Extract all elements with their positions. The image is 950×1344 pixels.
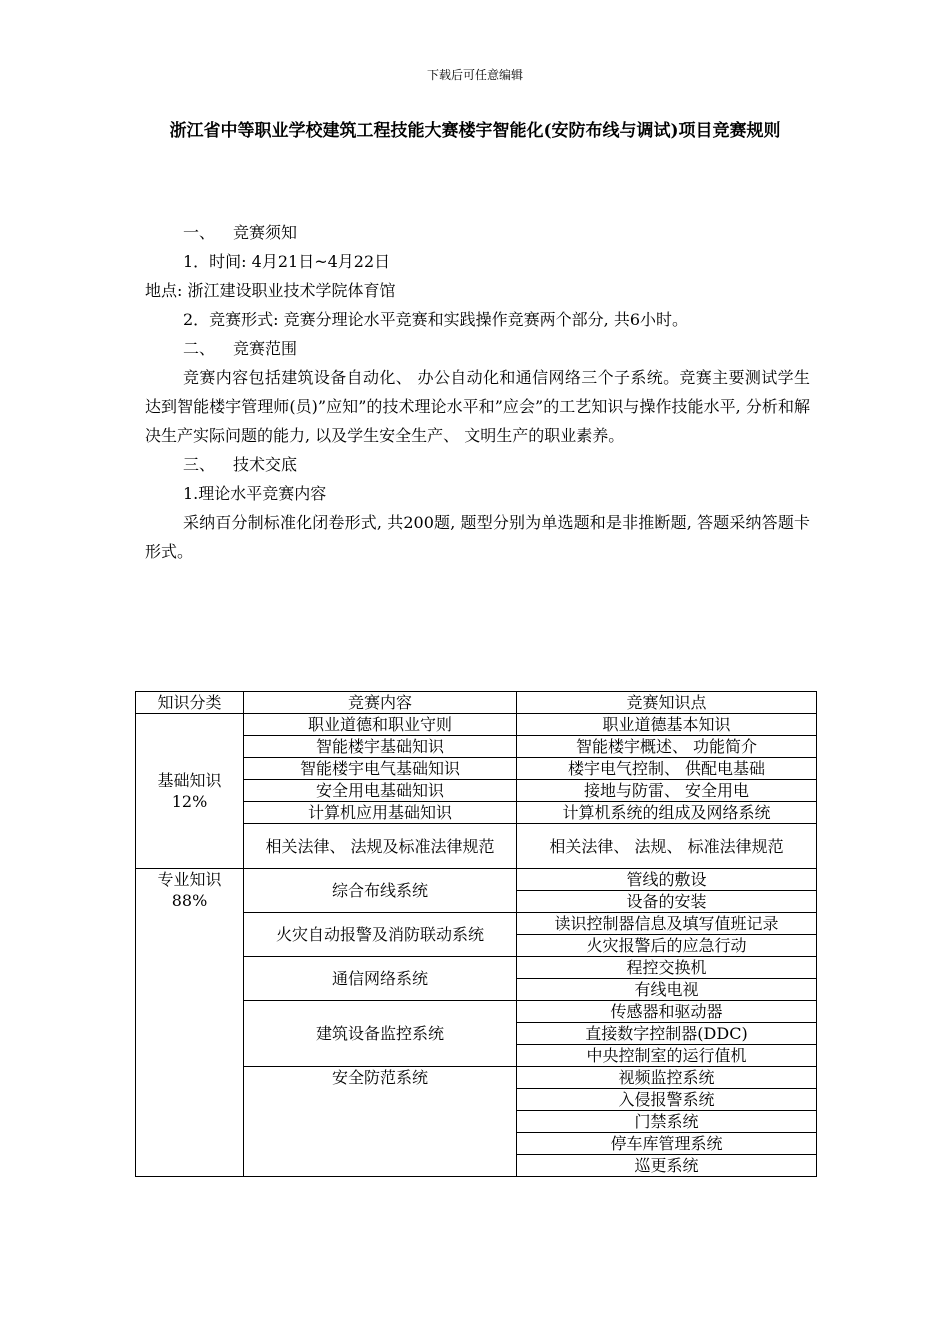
section-1-title: 竞赛须知 (233, 223, 298, 242)
point-cell: 程控交换机 (517, 957, 817, 979)
section-3-paragraph: 采纳百分制标准化闭卷形式, 共200题, 题型分别为单选题和是非推断题, 答题采纳答题卡形式。 (145, 513, 810, 561)
category-pro-label: 专业知识 (157, 870, 222, 889)
section-2-title: 竞赛范围 (233, 339, 298, 358)
content-cell: 通信网络系统 (244, 957, 517, 1001)
content-cell: 火灾自动报警及消防联动系统 (244, 913, 517, 957)
point-cell: 直接数字控制器(DDC) (517, 1023, 817, 1045)
point-cell: 停车库管理系统 (517, 1133, 817, 1155)
category-basic (136, 714, 244, 869)
content-cell: 计算机应用基础知识 (244, 802, 517, 824)
point-cell: 火灾报警后的应急行动 (517, 935, 817, 957)
section-2-heading (145, 334, 810, 363)
section-2-paragraph: 竞赛内容包括建筑设备自动化、 办公自动化和通信网络三个子系统。竞赛主要测试学生达到智能楼宇管理师(员)”应知”的技术理论水平和”应会”的工艺知识与操作技能水平, 分析和解决生产实际问题的能力, 以及学生安全生产、 文明生产的职业素养。 (145, 368, 810, 445)
point-cell: 计算机系统的组成及网络系统 (517, 802, 817, 824)
content-cell: 智能楼宇基础知识 (244, 736, 517, 758)
content-cell: 相关法律、 法规及标准法律规范 (244, 824, 517, 869)
content-cell: 综合布线系统 (244, 869, 517, 913)
point-cell: 有线电视 (517, 979, 817, 1001)
point-cell: 巡更系统 (517, 1155, 817, 1177)
category-basic-percent: 12% (171, 792, 208, 811)
point-cell: 入侵报警系统 (517, 1089, 817, 1111)
content-cell: 建筑设备监控系统 (244, 1001, 517, 1067)
category-basic-label: 基础知识 (157, 771, 222, 790)
time-line: 1．时间: 4月21日~4月22日 (183, 252, 391, 271)
section-3-number: 三、 (183, 455, 216, 474)
category-pro (136, 869, 244, 1177)
table-header-row (136, 692, 817, 714)
document-title: 浙江省中等职业学校建筑工程技能大赛楼宇智能化(安防布线与调试)项目竞赛规则 (169, 121, 781, 141)
content-cell: 安全防范系统 (244, 1067, 517, 1177)
point-cell: 设备的安装 (517, 891, 817, 913)
form-line: 2．竞赛形式: 竞赛分理论水平竞赛和实践操作竞赛两个部分, 共6小时。 (183, 310, 689, 329)
section-3-heading (145, 450, 810, 479)
section-2-number: 二、 (183, 339, 216, 358)
section-1-number: 一、 (183, 223, 216, 242)
header-points: 竞赛知识点 (517, 692, 817, 714)
knowledge-table (135, 691, 817, 1177)
header-category: 知识分类 (136, 692, 244, 714)
place-line: 地点: 浙江建设职业技术学院体育馆 (145, 281, 396, 300)
point-cell: 中央控制室的运行值机 (517, 1045, 817, 1067)
point-cell: 传感器和驱动器 (517, 1001, 817, 1023)
header-note: 下载后可任意编辑 (426, 68, 523, 82)
point-cell: 相关法律、 法规、 标准法律规范 (517, 824, 817, 869)
section-3-title: 技术交底 (233, 455, 298, 474)
content-cell: 安全用电基础知识 (244, 780, 517, 802)
point-cell: 接地与防雷、 安全用电 (517, 780, 817, 802)
category-pro-percent: 88% (171, 891, 208, 910)
section-1-heading (145, 218, 810, 247)
table-row (136, 714, 817, 736)
content-cell: 职业道德和职业守则 (244, 714, 517, 736)
point-cell: 读识控制器信息及填写值班记录 (517, 913, 817, 935)
point-cell: 视频监控系统 (517, 1067, 817, 1089)
table-row (136, 869, 817, 891)
point-cell: 智能楼宇概述、 功能简介 (517, 736, 817, 758)
point-cell: 职业道德基本知识 (517, 714, 817, 736)
point-cell: 门禁系统 (517, 1111, 817, 1133)
content-cell: 智能楼宇电气基础知识 (244, 758, 517, 780)
section-3-subheading: 1.理论水平竞赛内容 (183, 484, 327, 503)
header-content: 竞赛内容 (244, 692, 517, 714)
point-cell: 楼宇电气控制、 供配电基础 (517, 758, 817, 780)
document-body (145, 218, 810, 566)
point-cell: 管线的敷设 (517, 869, 817, 891)
